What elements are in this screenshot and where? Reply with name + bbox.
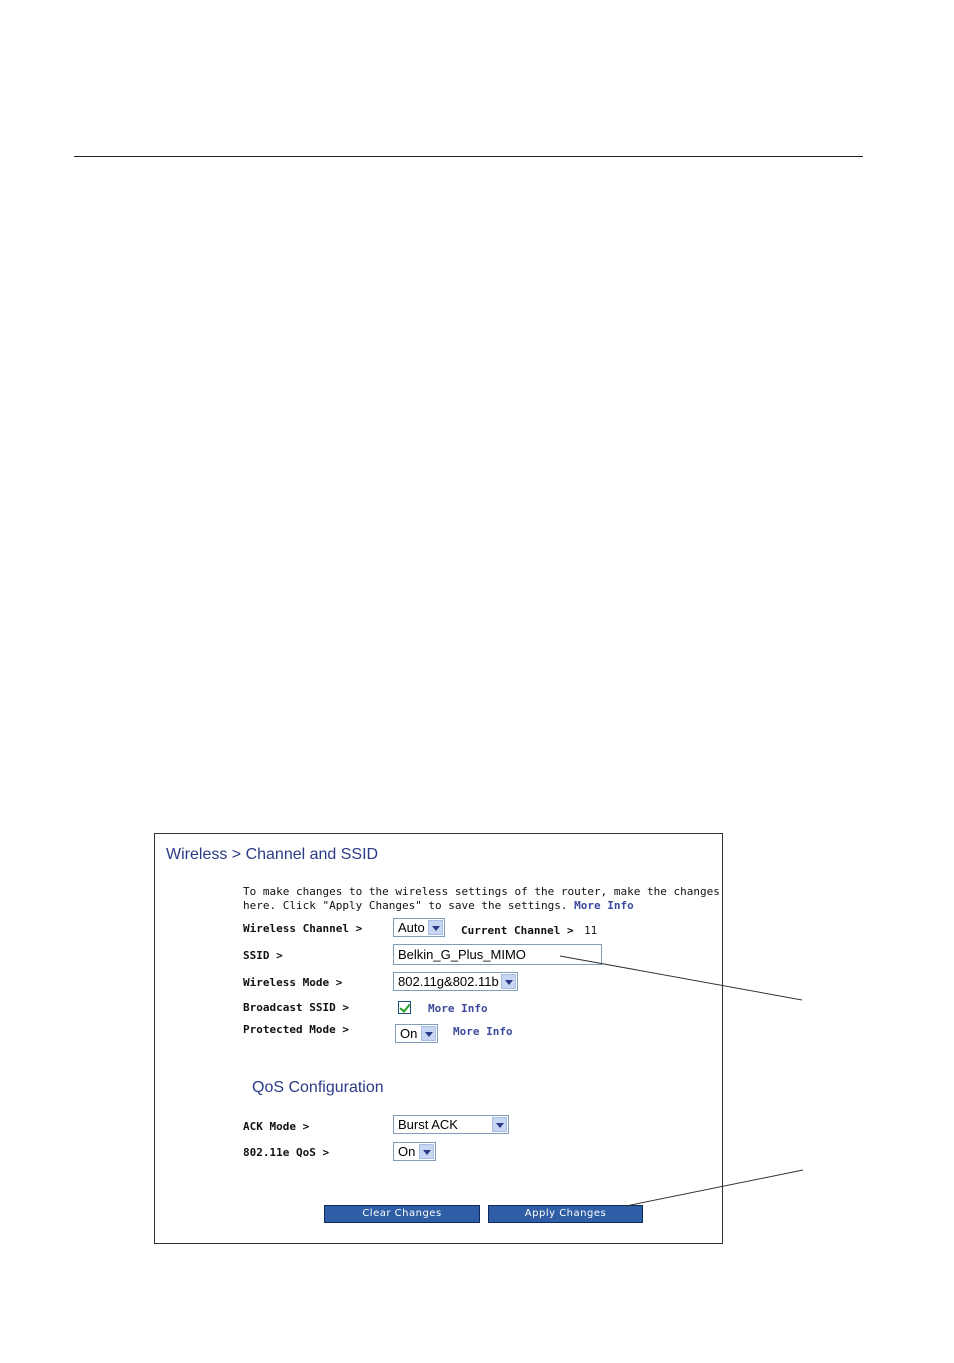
ssid-input[interactable]: Belkin_G_Plus_MIMO <box>393 944 602 965</box>
apply-changes-button[interactable]: Apply Changes <box>488 1205 643 1223</box>
page-title: Wireless > Channel and SSID <box>166 846 379 863</box>
wireless-channel-label: Wireless Channel > <box>243 922 363 935</box>
more-info-link-broadcast[interactable]: More Info <box>428 1002 488 1015</box>
intro-body: To make changes to the wireless settings of the router, make the changes here. Click "Apply Changes" to save the settings. <box>243 885 720 912</box>
wireless-mode-label: Wireless Mode > <box>243 976 343 989</box>
protected-mode-label: Protected Mode > <box>243 1023 349 1036</box>
callout-line-apply <box>626 1170 803 1206</box>
current-channel-value: 11 <box>584 924 598 937</box>
ack-mode-value: Burst ACK <box>398 1117 458 1132</box>
qos-title: QoS Configuration <box>252 1079 384 1096</box>
broadcast-ssid-label: Broadcast SSID > <box>243 1001 349 1014</box>
clear-changes-button[interactable]: Clear Changes <box>324 1205 480 1223</box>
more-info-link-intro[interactable]: More Info <box>574 899 634 912</box>
wireless-channel-value: Auto <box>398 920 425 935</box>
protected-mode-value: On <box>400 1026 418 1041</box>
callout-line-ssid <box>560 956 802 1000</box>
wireless-mode-value: 802.11g&802.11b <box>398 974 499 989</box>
more-info-link-protected[interactable]: More Info <box>453 1025 513 1038</box>
qos-80211e-value: On <box>398 1144 416 1159</box>
qos-80211e-label: 802.11e QoS > <box>243 1146 330 1159</box>
current-channel-label: Current Channel > <box>461 924 574 937</box>
ack-mode-label: ACK Mode > <box>243 1120 310 1133</box>
ssid-label: SSID > <box>243 949 283 962</box>
